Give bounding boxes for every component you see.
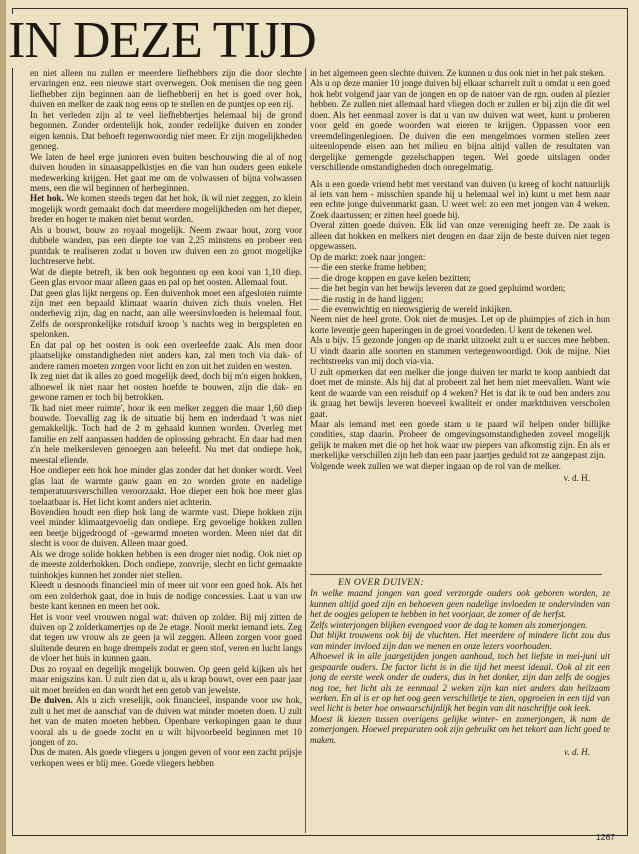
- paragraph: Als u een goede vriend hebt met verstand van duiven (u kreeg of kocht natuurlijk al iets van hem - misschien spande hij u helemaal wel in) kunt u met hem naar een echte jonge duivenmarkt gaan. U weet wel: zo een met jongen van 4 weken. Zoek daartussen; er zitten heel goede bij.: [310, 178, 610, 220]
- sidebar-paragraph: Moest ik kiezen tussen overigens gelijke winter- en zomerjongen, ik nam de zomerjongen. Hoewel preparaten ook zijn gebruikt om het tekort aan licht goed te maken.: [310, 713, 610, 745]
- paragraph: Het is voor veel vrouwen nogal wat: duiven op zolder. Bij mij zitten de duiven op 2 zolderkamertjes op de 2e etage. Nooit merkt iemand iets. Zeg dat tegen uw vrouw als ze geen ja wil zeggen. Alleen zorgen voor goed sluitende deuren en hoge drempels zodat er geen stof, veren en lucht langs de vloer het huis in kunnen gaan.: [30, 611, 302, 664]
- paragraph: Volgende week zullen we wat dieper ingaan op de rol van de melker.: [310, 460, 561, 471]
- sidebar-rule: [310, 574, 602, 575]
- paragraph: 'Ik had niet meer ruimte', hoor ik een melker zeggen die maar 1,60 diep bouwde. Toevallig zag ik de situatie bij hem en inderdaad 't was niet gemakkelijk. Toch had de 2 m gehaald kunnen worden. Overleg met familie en zelf aanpassen hadden de oplossing gebracht. En daar had men z'n hele melkersleven genoegen aan beleefd. Nu met dat ondiepe hok, meestal ellende.: [30, 402, 302, 465]
- paragraph: U zult opmerken dat een melker die jonge duiven ter markt te koop aanbiedt dat doet met de minste. Als hij dat al probeert zal het hem niet meevallen. Want wie kent de waarde van een reisduif op 4 weken? Het is dat ik te oud ben anders zou ik graag het bewijs leveren hoeveel kwaliteit er onder marktduiven verscholen gaat.: [310, 366, 610, 419]
- paragraph: Neem niet de heel grote. Ook niet de musjes. Let op de pluimpjes of zich in hun korte leventje geen haperingen in de groei voordeden. U kent de tekenen wel.: [310, 314, 610, 335]
- paragraph: Wat de diepte betreft, ik ben ook begonnen op een kooi van 1,10 diep. Geen glas ervoor maar alleen gaas en pal op het oosten. Allemaal fout.: [30, 266, 302, 288]
- paragraph: en niet alleen nu zullen er meerdere liefhebbers zijn die door slechte ervaringen enz. een nieuwe start overwegen. Ook menisen die nog geen liefhebber zijn beginnen aan de liefhebberij en het is goed over hok, duiven en melker de zaak nog eens op te stellen en de puntjes op een rij.: [30, 68, 302, 110]
- list-item: — die evenwichtig en nieuwsgierig de wereld inkijken.: [310, 303, 513, 314]
- paragraph: Bovendien houdt een diep hok lang de warmte vast. Diepe hokken zijn veel minder klimaatgevoelig dan ondiepe. Erg gevoelige hokken zullen een beetje bijgedroogd of -gewarmd moeten worden. Meen niet dat dit slecht is voor de duiven. Alleen maar goed.: [30, 507, 302, 549]
- list-item: — die het begin van het bewijs leveren dat ze goed gepluimd worden;: [310, 283, 566, 294]
- paragraph: [30, 193, 302, 224]
- paragraph: Als u op deze manier 10 jonge duiven bij elkaar scharrelt zult u omdat u een goed hok hebt volgend jaar van de jongen en op de natoer van de rgn. ouden al plezier hebben. Ze zullen niet allemaal hard vliegen doch er zullen er bij zijn die dit wel doen. Als het eenmaal zover is dat u van uw duiven wat weet, kunt u proberen voor geld en goede woorden wat eieren te krijgen. Oppassen voor een vreemdelingenlegioen. De duiven die een mengelmoes vormen stellen zeer uiteenlopende eisen aan het milieu en bijna altijd vallen de resultaten van dergelijke gemengde gezelschappen tegen. Wel goede uitslagen onder verschillende omstandigheden doch onregelmatig.: [310, 78, 610, 173]
- section-heading-duiven: De duiven.: [30, 695, 73, 706]
- paragraph-text: We komen steeds tegen dat het hok, ik wil niet zeggen, zo klein mogelijk wordt gemaakt doch dat meerdere mogelijkheden om het dieper, breder en hoger te maken niet benut worden.: [30, 193, 302, 225]
- sidebar-paragraph: Dat blijkt trouwens ook bij de vluchten. Het meerdere of mindere licht zou dus van minder invloed zijn dan we menen en onze lezers voorhouden.: [310, 630, 610, 651]
- paragraph: In het verleden zijn al te veel liefhebbertjes helemaal bij de grond begonnen. Zonder ordentelijk hok, zonder redelijke duiven en zonder eigen kennis. Dat behoeft tegenwoordig niet meer. Er zijn mogelijkheden genoeg.: [30, 109, 302, 152]
- paragraph: Maar als iemand met een goede stam u te paard wil helpen onder billijke condities, stap daarin. Probeer de omgevingsomstandigheden zoveel mogelijk gelijk te maken met die op het hok waar uw piepers van afkomstig zijn. En als er merkelijke verschillen zijn heb dan een paar jaartjes geduld tot ze aangepast zijn.: [310, 418, 610, 461]
- paragraph-text: Als u zich vreselijk, ook financieel, inspande voor uw hok, zult u het met de aanschaf van de duiven wat minder moeten doen. U zult het van de maten moeten hebben. Openbare verkopingen gaan te duur vooral als u de goede zocht en u wilt bijvoorbeeld beginnen met 10 jongen of zo.: [30, 695, 302, 747]
- paragraph: Op de markt: zoek naar jongen:: [310, 251, 426, 262]
- list-item: — die rustig in de hand liggen;: [310, 293, 424, 304]
- paragraph: We laten de heel erge junioren even buiten beschouwing die al of nog duiven houden in sinaasappelkistjes en die van hun ouders geen enkele medewerking krijgen. Het gaat me om de volwassen of bijna volwassen mens, een die wil beginnen of herbeginnen.: [30, 151, 302, 193]
- paragraph: Als u bijv. 15 gezonde jongen op de markt uitzoekt zult u er succes mee hebben. U vindt daarin alle soorten en stammen vertegenwoordigd. Ook de mijne. Niet rechtstreeks van mij doch via-via.: [310, 335, 610, 367]
- column-right: [310, 68, 610, 573]
- page-number: 1267: [596, 832, 615, 842]
- paragraph: Dat geen glas lijkt nergens op. Een duivenhok moet een afgesloten ruimte zijn met een bepaald klimaat waarin duiven zich thuis voelen. Het onderhevig zijn, dag en nacht, aan alle weersinvloeden is helemaal fout. Zelfs de oorspronkelijke rotsduif kroop 's nachts weg in bergspleten en spelonken.: [30, 287, 302, 340]
- list-item: — die droge koppen en gave kelen bezitten;: [310, 272, 471, 283]
- paragraph: [30, 695, 302, 747]
- sidebar-paragraph: Zelfs winterjongen blijken evengoed voor de dag te komen als zomerjongen.: [310, 619, 588, 630]
- column-left: [30, 68, 302, 833]
- article-title: IN DEZE TIJD: [8, 14, 324, 68]
- section-heading-hok: Het hok.: [30, 193, 64, 204]
- sidebar-signature: v. d. H.: [564, 747, 590, 758]
- paragraph: in het algemeen geen slechte duiven. Ze kunnen u dus ook niet in het pak steken.: [310, 68, 606, 78]
- paragraph: Als we droge solide hokken hebben is een droger niet nodig. Ook niet op de meeste zolderhokken. Doch ondiepe, zonvrije, slecht en licht gemaakte tuinhokjes kunnen het zonder niet stellen.: [30, 548, 302, 580]
- paragraph: Overal zitten goede duiven. Elk lid van onze vereniging heeft ze. De zaak is alleen dat hokken en melkers niet deugen en daar zijn de beste duiven niet tegen opgewassen.: [310, 220, 610, 252]
- sidebar-paragraph: In welke maand jongen van goed verzorgde ouders ook geboren worden, ze kunnen altijd goed zijn en behoeven geen nadelige invloeden te ondervinden van het de oogjes gelopen te hebben in het voorjaar, de zomer of de herfst.: [310, 588, 610, 620]
- sidebar-heading: EN OVER DUIVEN:: [338, 578, 424, 588]
- list-item: — die een sterke frame hebben;: [310, 262, 427, 273]
- paragraph: Kleedt u desnoods financieel min of meer uit voor een goed hok. Als het om een zolderhok gaat, doe in huis de nodige concessies. Laat u van uw beste kant kennen en meen het ook.: [30, 580, 302, 612]
- paragraph: Ik zeg niet dat ik alles zo goed mogelijk deed, doch bij m'n eigen hokken, alhoewel ik niet naar het oosten hoefde te bouwen, zijn die dak- en gewone ramen er toch bij betrokken.: [30, 371, 302, 403]
- sidebar-paragraph: Alhoewel ik in alle jaargetijden jongen aanhoud, toch het liefste in mei-juni uit gespaarde ouders. De factor licht is in die tijd het meest ideaal. Ook al zit een jong de eerste week onder de ouders, dus in het donker, zijn dan zelfs de oogjes nog toe, het licht als ze eenmaal 2 weken zijn kan niet anders dan heilzaam werken. En al is er op het oog geen verschilletje te zien, opgroeien in een tijd van veel licht is beter hoe onwaarschijnlijk het begin van dit naschriftje ook leek.: [310, 651, 610, 714]
- paragraph: Dus zo royaal en degelijk mogelijk bouwen. Op geen geld kijken als het maar enigszins kan. U zult zien dat u, als u krap bouwt, over een paar jaar uit moet breiden en dan wordt het een getob van jewelste.: [30, 663, 302, 695]
- paragraph: En dat pal op het oosten is ook een overleefde zaak. Als men door plaatselijke omstandigheden niet anders kan, zal men toch via dak- of andere ramen moeten zorgen voor licht en zon uit het zuiden en westen.: [30, 339, 302, 371]
- paragraph: Als u bouwt, bouw zo royaal mogelijk. Neem zwaar hout, zorg voor dubbele wanden, pas een diepte toe van 2,25 minstens en probeer een puntdak te realiseren zodat u boven uw duiven een zo groot mogelijke luchtreserve hebt.: [30, 224, 302, 267]
- paragraph: Hoe ondieper een hok hoe minder glas zonder dat het donker wordt. Veel glas laat de warmte gauw gaan en zo worden grote en nadelige temperatuursverschillen veroorzaakt. Hoe dieper een hok hoe meer glas toelaatbaar is. Het licht komt anders niet achterin.: [30, 465, 302, 507]
- paragraph: Dus de maten. Als goede vliegers u jongen geven of voor een zacht prijsje verkopen wees er blij mee. Goede vliegers hebben: [30, 747, 302, 768]
- author-signature: v. d. H.: [563, 473, 590, 484]
- page-binding-shadow: [0, 0, 6, 854]
- column-divider: [305, 68, 306, 833]
- sidebar-box: [310, 578, 610, 828]
